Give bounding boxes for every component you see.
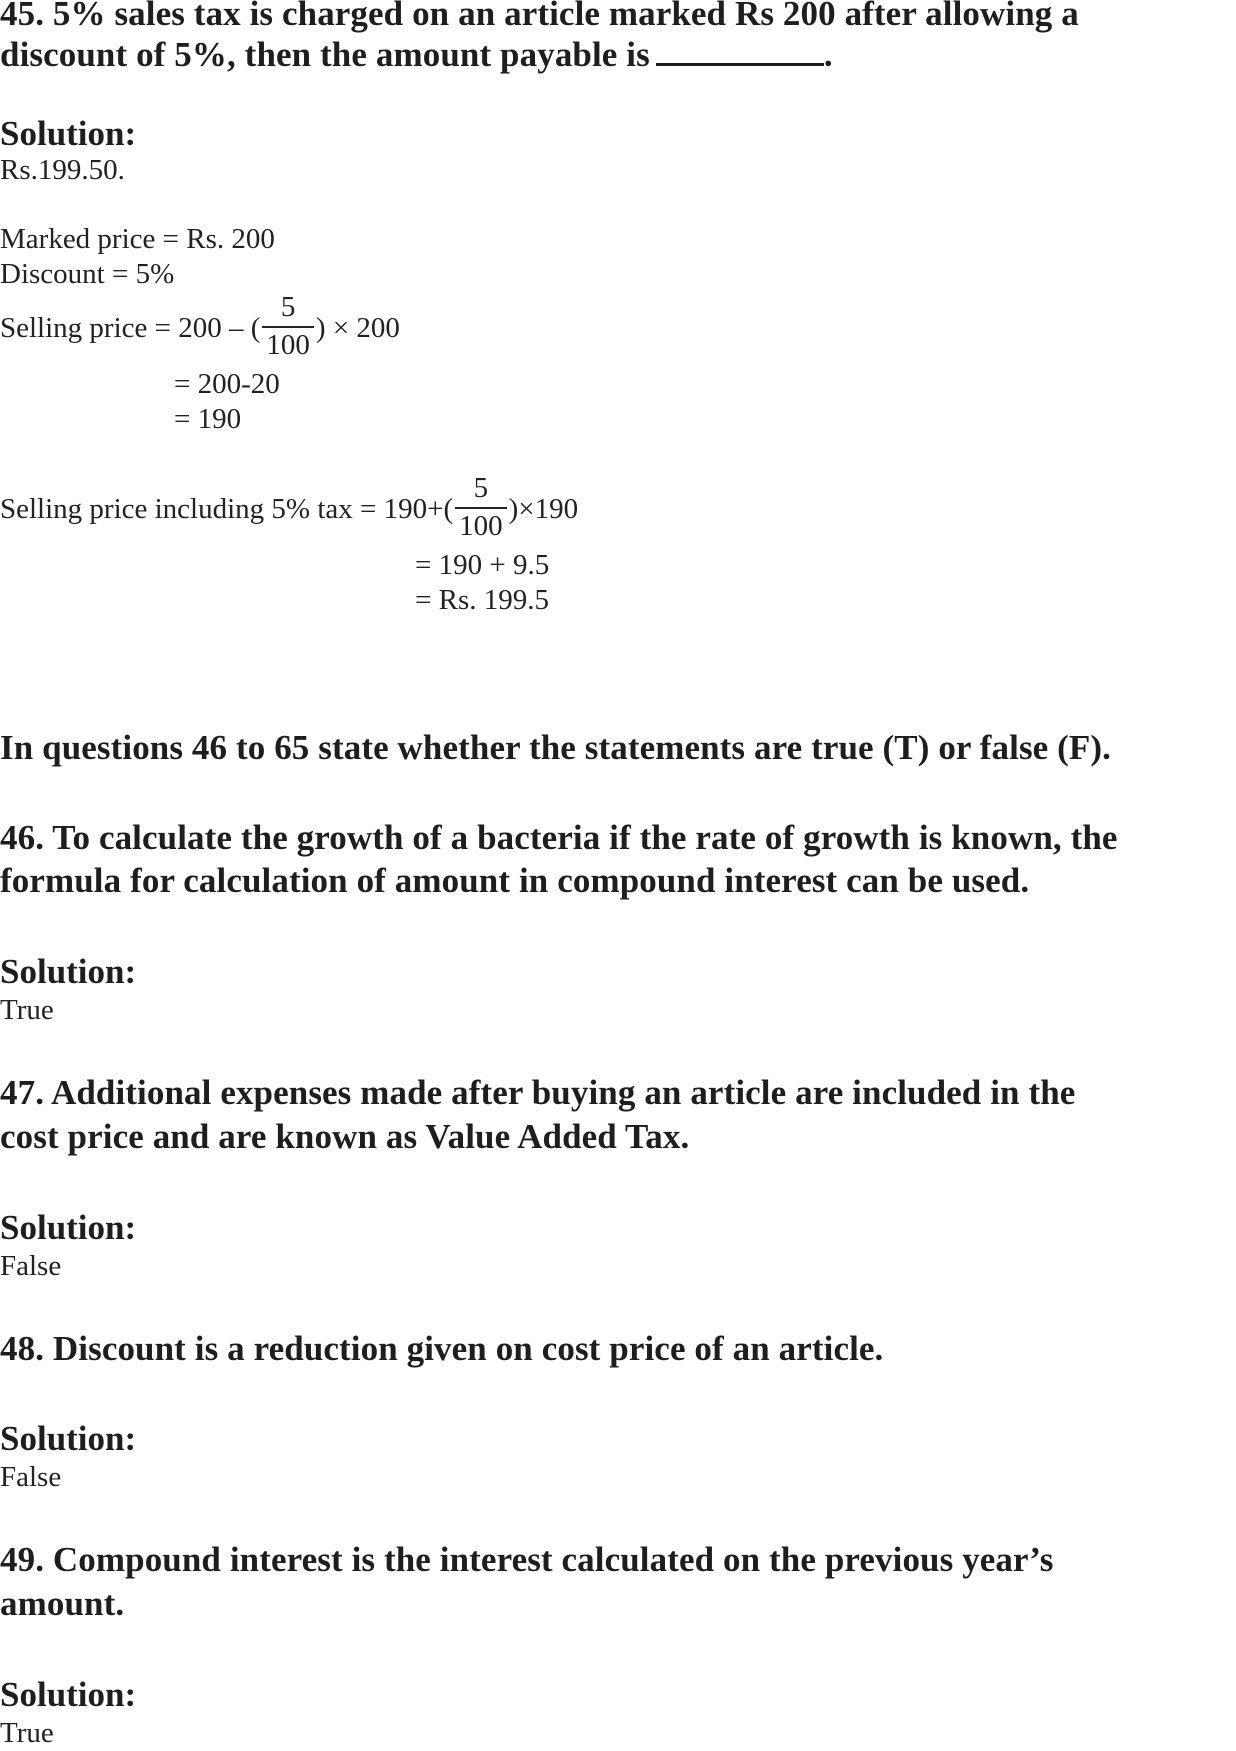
solution-answer-47: False — [0, 1250, 62, 1282]
answer-blank — [656, 41, 824, 66]
selling-price-prefix: Selling price = 200 – ( — [0, 312, 261, 344]
fraction-bar — [262, 326, 314, 328]
section-instruction: In questions 46 to 65 state whether the statements are true (T) or false (F). — [0, 728, 1112, 767]
question-45-line-1: 45. 5% sales tax is charged on an article marked Rs 200 after allowing a — [0, 0, 1079, 33]
question-48-line-1: 48. Discount is a reduction given on cost price of an article. — [0, 1329, 884, 1368]
solution-answer-45: Rs.199.50. — [0, 154, 125, 186]
question-47-line-2: cost price and are known as Value Added Tax. — [0, 1117, 690, 1156]
question-46-line-2: formula for calculation of amount in compound interest can be used. — [0, 861, 1030, 900]
working-selling-price-with-tax — [0, 472, 579, 545]
fraction-numerator: 5 — [473, 472, 489, 505]
question-46-line-1: 46. To calculate the growth of a bacteria if the rate of growth is known, the — [0, 818, 1118, 857]
question-45-text: discount of 5%, then the amount payable is — [0, 35, 650, 74]
fraction-denominator: 100 — [459, 510, 503, 543]
working-selling-price-step-1: = 200-20 — [174, 368, 280, 400]
question-45-period: . — [823, 35, 833, 74]
working-selling-price-step-2: = 190 — [174, 403, 242, 435]
fraction-numerator: 5 — [280, 291, 296, 324]
working-tax-step-1: = 190 + 9.5 — [415, 549, 550, 581]
solution-answer-46: True — [0, 994, 54, 1026]
fraction-denominator: 100 — [266, 329, 310, 362]
question-45-line-2 — [0, 33, 833, 77]
tax-suffix: )×190 — [508, 493, 579, 525]
working-selling-price — [0, 291, 400, 364]
solution-heading-49: Solution: — [0, 1675, 137, 1714]
solution-heading-47: Solution: — [0, 1208, 137, 1247]
fraction-bar — [455, 507, 507, 509]
solution-heading-46: Solution: — [0, 952, 137, 991]
fraction-5-over-100 — [262, 292, 314, 360]
working-tax-step-2: = Rs. 199.5 — [415, 584, 549, 616]
selling-price-suffix: ) × 200 — [315, 312, 400, 344]
solution-answer-48: False — [0, 1461, 62, 1493]
fraction-5-over-100 — [455, 473, 507, 541]
question-49-line-2: amount. — [0, 1584, 125, 1623]
solution-answer-49: True — [0, 1717, 54, 1749]
working-marked-price: Marked price = Rs. 200 — [0, 223, 275, 255]
working-discount: Discount = 5% — [0, 258, 175, 290]
solution-heading-48: Solution: — [0, 1419, 137, 1458]
solution-heading-45: Solution: — [0, 114, 137, 153]
question-47-line-1: 47. Additional expenses made after buying an article are included in the — [0, 1073, 1076, 1112]
tax-prefix: Selling price including 5% tax = 190+( — [0, 493, 454, 525]
question-49-line-1: 49. Compound interest is the interest calculated on the previous year’s — [0, 1540, 1054, 1579]
